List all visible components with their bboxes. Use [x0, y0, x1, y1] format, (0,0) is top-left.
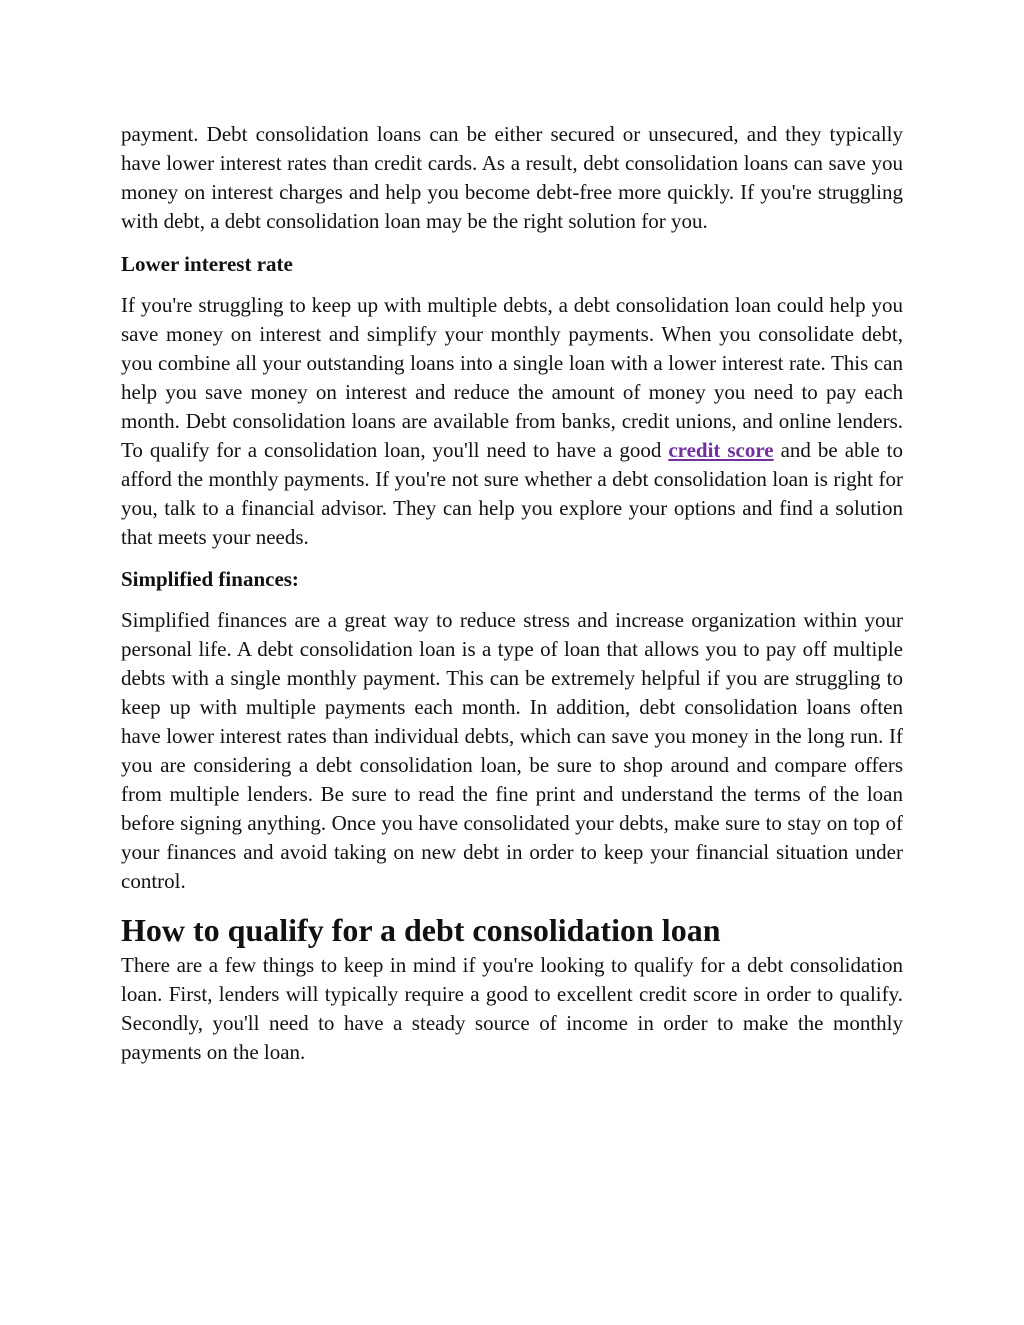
- paragraph-lower-interest-rate: [121, 291, 903, 552]
- intro-paragraph: payment. Debt consolidation loans can be either secured or unsecured, and they typically have lower interest rates than credit cards. As a result, debt consolidation loans can save you money on interest charges and help you become debt-free more quickly. If you're struggling with debt, a debt consolidation loan may be the right solution for you.: [121, 122, 903, 233]
- paragraph-text-before-link: If you're struggling to keep up with multiple debts, a debt consolidation loan could help you save money on interest and simplify your monthly payments. When you consolidate debt, you combine all your outstanding loans into a single loan with a lower interest rate. This can help you save money on interest and reduce the amount of money you need to pay each month. Debt consolidation loans are available from banks, credit unions, and online lenders. To qualify for a consolidation loan, you'll need to have a good: [121, 293, 903, 462]
- paragraph-simplified-finances: Simplified finances are a great way to reduce stress and increase organization within your personal life. A debt consolidation loan is a type of loan that allows you to pay off multiple debts with a single monthly payment. This can be extremely helpful if you are struggling to keep up with multiple payments each month. In addition, debt consolidation loans often have lower interest rates than individual debts, which can save you money in the long run. If you are considering a debt consolidation loan, be sure to shop around and compare offers from multiple lenders. Be sure to read the fine print and understand the terms of the loan before signing anything. Once you have consolidated your debts, make sure to stay on top of your finances and avoid taking on new debt in order to keep your financial situation under control.: [121, 608, 903, 893]
- heading-how-to-qualify: How to qualify for a debt consolidation loan: [121, 912, 721, 948]
- paragraph-text-after-link: and be able to afford the monthly payments. If you're not sure whether a debt consolidation loan is right for you, talk to a financial advisor. They can help you explore your options and find a solution that meets your needs.: [121, 438, 903, 549]
- paragraph-how-to-qualify: There are a few things to keep in mind if you're looking to qualify for a debt consolidation loan. First, lenders will typically require a good to excellent credit score in order to qualify. Secondly, you'll need to have a steady source of income in order to make the monthly payments on the loan.: [121, 953, 903, 1064]
- heading-simplified-finances: Simplified finances:: [121, 567, 299, 591]
- document-page: [121, 120, 903, 1067]
- credit-score-link[interactable]: credit score: [668, 438, 774, 462]
- heading-lower-interest-rate: Lower interest rate: [121, 252, 293, 276]
